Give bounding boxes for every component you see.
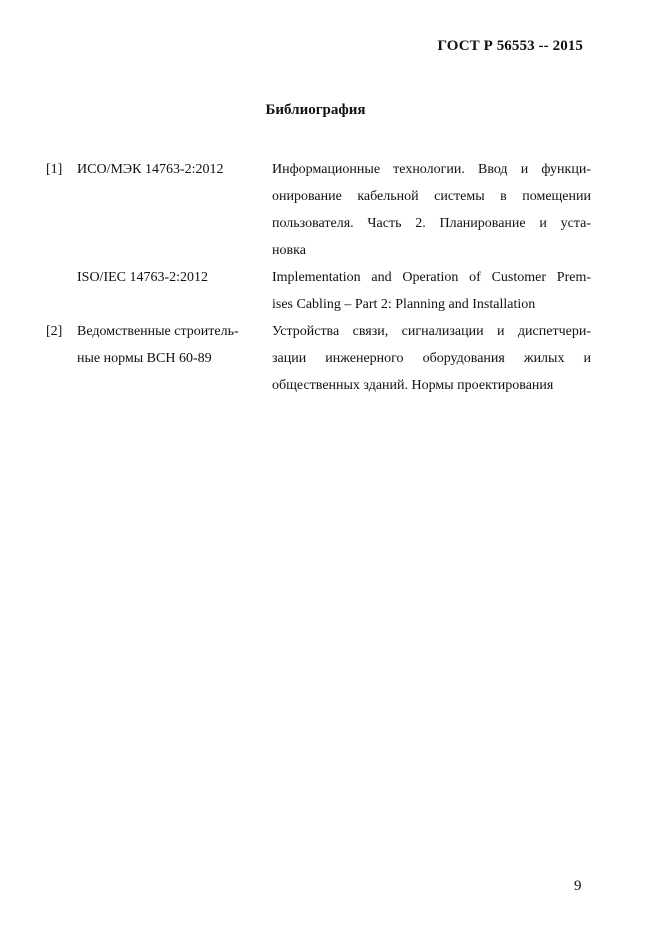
entry-reference-line: Ведомственные строитель- xyxy=(77,324,239,339)
entry-title-line: зации инженерного оборудования жилых и xyxy=(272,351,591,366)
bibliography-entry xyxy=(46,264,591,318)
page-title: Библиография xyxy=(265,102,366,118)
entry-reference xyxy=(77,264,269,291)
entry-title-line: Устройства связи, сигнализации и диспетчери- xyxy=(272,324,591,339)
entry-reference-line: ИСО/МЭК 14763-2:2012 xyxy=(77,162,224,177)
page-number: 9 xyxy=(574,878,582,894)
entry-number: [1] xyxy=(46,162,63,177)
entry-title-line: новка xyxy=(272,243,306,258)
entry-title-line: Информационные технологии. Ввод и функци- xyxy=(272,162,591,177)
entry-title-line: онирование кабельной системы в помещении xyxy=(272,189,591,204)
entry-title xyxy=(272,318,591,399)
entry-reference-line: ные нормы ВСН 60-89 xyxy=(77,351,212,366)
entry-reference-line: ISO/IEC 14763-2:2012 xyxy=(77,270,209,285)
entry-title-line: пользователя. Часть 2. Планирование и уста- xyxy=(272,216,591,231)
entry-reference xyxy=(77,156,269,183)
bibliography-list xyxy=(46,156,591,399)
document-code-header: ГОСТ Р 56553 -- 2015 xyxy=(437,38,583,54)
bibliography-entry xyxy=(46,318,591,399)
entry-title xyxy=(272,264,591,318)
entry-title xyxy=(272,156,591,264)
bibliography-entry xyxy=(46,156,591,264)
entry-title-line: ises Cabling – Part 2: Planning and Installation xyxy=(272,297,536,312)
entry-reference xyxy=(77,318,269,372)
entry-title-line: общественных зданий. Нормы проектирования xyxy=(272,378,554,393)
entry-title-line: Implementation and Operation of Customer Prem- xyxy=(272,270,591,285)
entry-number: [2] xyxy=(46,324,63,339)
